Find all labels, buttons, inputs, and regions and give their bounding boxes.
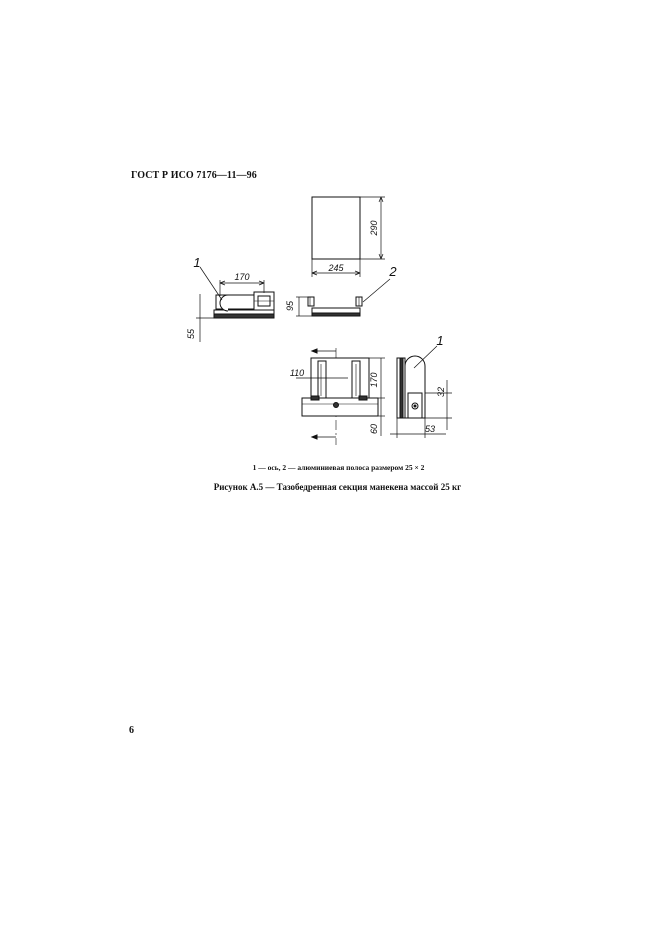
caption-text: Рисунок А.5 — Тазобедренная секция манекена массой 25 кг — [213, 482, 462, 492]
figure-legend — [0, 463, 661, 472]
front-view-plate — [296, 279, 390, 316]
document-header: ГОСТ Р ИСО 7176—11—96 — [131, 170, 257, 181]
dim-label-32: 32 — [436, 386, 446, 398]
dim-label-53: 53 — [424, 424, 436, 434]
dim-label-95: 95 — [285, 300, 295, 312]
dim-label-60: 60 — [369, 423, 379, 435]
dim-label-110: 110 — [289, 368, 305, 378]
dim-label-245: 245 — [328, 263, 344, 273]
dim-label-290: 290 — [369, 220, 379, 236]
dim-label-55: 55 — [186, 328, 196, 340]
callout-axis-right: 1 — [436, 333, 444, 348]
dim-label-top-170: 170 — [234, 272, 250, 282]
dim-label-side-170: 170 — [369, 372, 379, 388]
page-number: 6 — [129, 725, 134, 736]
top-view-plate — [312, 197, 385, 277]
figure-caption — [0, 482, 661, 492]
legend-text: 1 — ось, 2 — алюминиевая полоса размером 25 × 2 — [252, 463, 425, 472]
callout-axis-left: 1 — [193, 255, 201, 270]
callout-strip: 2 — [389, 264, 397, 279]
